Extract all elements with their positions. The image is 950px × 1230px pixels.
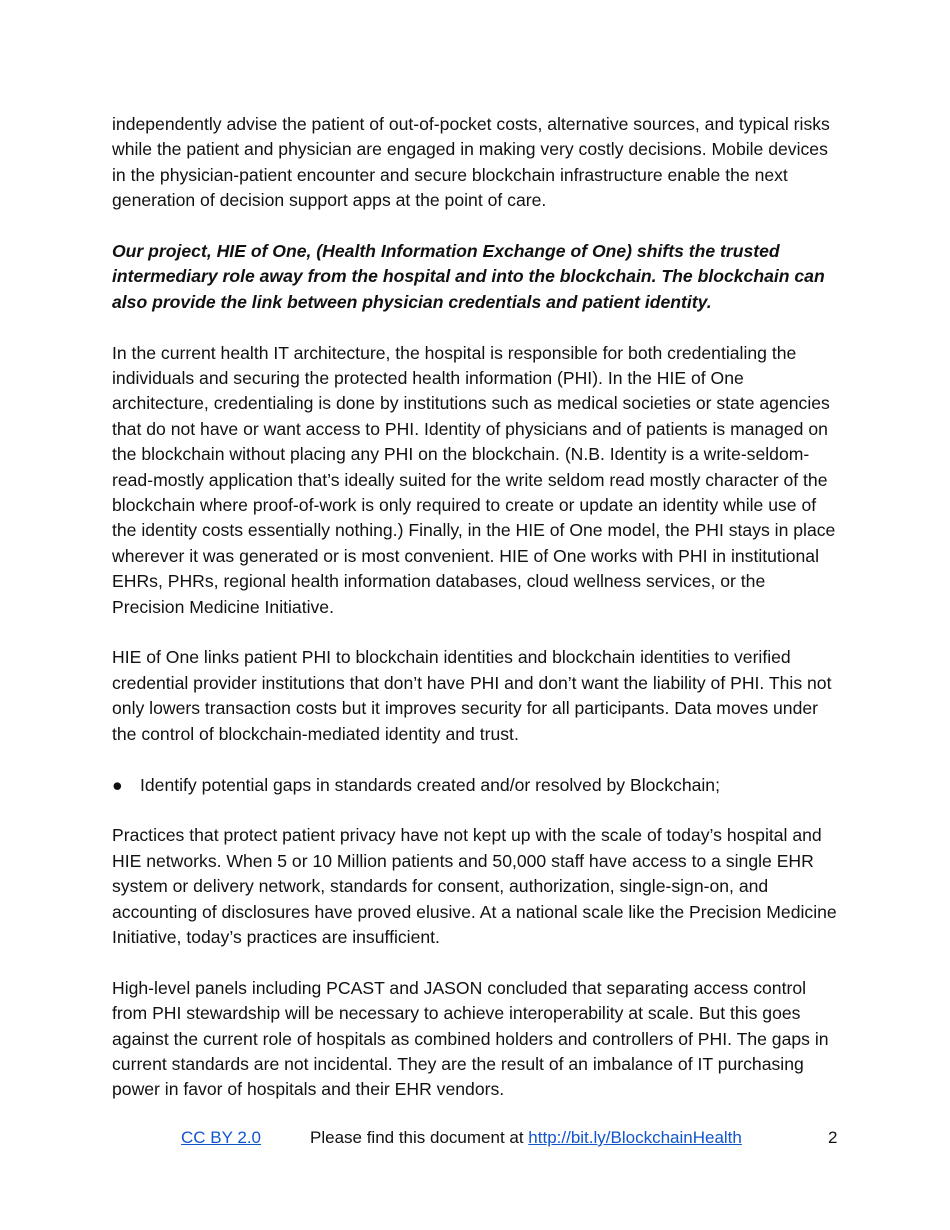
paragraph-architecture: In the current health IT architecture, the hospital is responsible for both credentialing the individuals and securing the protected health information (PHI). In the HIE of One architecture, credentialing is done by institutions such as medical societies or state agencies that do not have or want access to PHI. Identity of physicians and of patients is managed on the blockchain without placing any PHI on the blockchain. (N.B. Identity is a write-seldom-read-mostly application that’s ideally suited for the write seldom read mostly character of the blockchain where proof-of-work is only required to create or update an identity while use of the identity costs essentially nothing.) Finally, in the HIE of One model, the PHI stays in place wherever it was generated or is most convenient. HIE of One works with PHI in institutional EHRs, PHRs, regional health information databases, cloud wellness services, or the Precision Medicine Initiative. xyxy=(112,342,836,617)
paragraph-identity-links: HIE of One links patient PHI to blockchain identities and blockchain identities to verified credential provider institutions that don’t have PHI and don’t want the liability of PHI. This not only lowers transaction costs but it improves security for all participants. Data moves under the control of blockchain-mediated identity and trust. xyxy=(112,647,832,744)
paragraph-high-level-panels: High-level panels including PCAST and JASON concluded that separating access control from PHI stewardship will be necessary to achieve interoperability at scale. But this goes against the current role of hospitals as combined holders and controllers of PHI. The gaps in current standards are not incidental. They are the result of an imbalance of IT purchasing power in favor of hospitals and their EHR vendors. xyxy=(112,977,829,1100)
license-link[interactable]: CC BY 2.0 xyxy=(181,1128,262,1147)
page-footer xyxy=(0,1126,950,1150)
paragraph-project-summary: Our project, HIE of One, (Health Information Exchange of One) shifts the trusted intermediary role away from the hospital and into the blockchain. The blockchain can also provide the link between physician credentials and patient identity. xyxy=(112,241,825,312)
page-number: 2 xyxy=(828,1128,838,1147)
bullet-icon: ● xyxy=(112,774,123,795)
bullet-list xyxy=(112,773,840,798)
list-item xyxy=(112,773,840,798)
paragraph-privacy-practices: Practices that protect patient privacy have not kept up with the scale of today’s hospital and HIE networks. When 5 or 10 Million patients and 50,000 staff have access to a single EHR system or delivery network, standards for consent, authorization, single-sign-on, and accounting of disclosures have proved elusive. At a national scale like the Precision Medicine Initiative, today’s practices are insufficient. xyxy=(112,825,837,947)
document-body xyxy=(112,112,840,1128)
document-link[interactable]: http://bit.ly/BlockchainHealth xyxy=(528,1128,742,1147)
paragraph-decision-support: independently advise the patient of out-of-pocket costs, alternative sources, and typical risks while the patient and physician are engaged in making very costly decisions. Mobile devices in the physician-patient encounter and secure blockchain infrastructure enable the next generation of decision support apps at the point of care. xyxy=(112,114,830,211)
footer-notice xyxy=(310,1126,742,1150)
bullet-text: Identify potential gaps in standards created and/or resolved by Blockchain; xyxy=(140,774,720,795)
footer-notice-text: Please find this document at xyxy=(310,1128,529,1147)
